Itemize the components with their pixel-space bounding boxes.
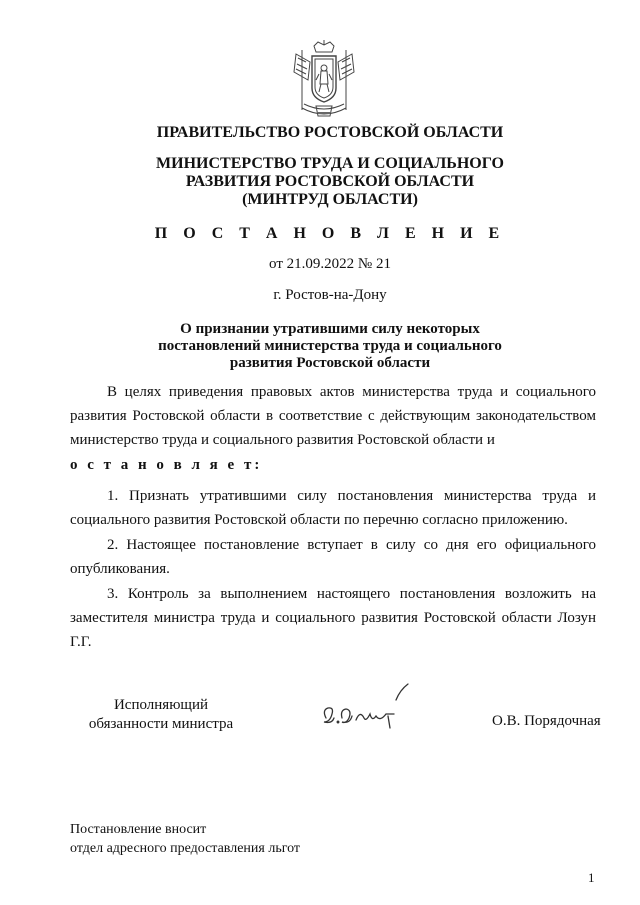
item-2-text: 2. Настоящее постановление вступает в силу со дня его официального опубликования. [70,537,596,577]
government-title: ПРАВИТЕЛЬСТВО РОСТОВСКОЙ ОБЛАСТИ [156,124,504,141]
footer-note [70,820,300,858]
subject-line-1: О признании утратившими силу некоторых [180,321,480,337]
signatory-name: О.В. Порядочная [492,713,601,729]
document-city: г. Ростов-на-Дону [273,287,387,303]
item-3-paragraph [70,582,596,654]
item-1-text: 1. Признать утратившими силу постановления министерства труда и социального развития Ростовской области по перечню согласно приложению. [70,488,596,528]
signatory-position [86,696,236,734]
subject-line-2: постановлений министерства труда и социального [158,338,502,354]
item-3-text: 3. Контроль за выполнением настоящего постановления возложить на заместителя министра труда и социального развития Ростовской области Лозун Г.Г. [70,586,596,650]
intro-paragraph [70,380,596,452]
document-date-number: от 21.09.2022 № 21 [269,256,391,272]
position-line-2: обязанности министра [88,716,234,732]
handwritten-signature-icon [316,680,412,740]
footer-line-2: отдел адресного предоставления льгот [70,841,301,856]
coat-of-arms-icon [288,40,360,122]
position-line-1: Исполняющий [113,697,209,713]
item-1-paragraph [70,484,596,532]
ministry-line-3: (МИНТРУД ОБЛАСТИ) [242,191,418,208]
ministry-line-1: МИНИСТЕРСТВО ТРУДА И СОЦИАЛЬНОГО [156,155,504,172]
item-2-paragraph [70,533,596,581]
decree-word: о с т а н о в л я е т: [70,457,263,473]
page-number: 1 [588,870,595,885]
intro-text: В целях приведения правовых актов министерства труда и социального развития Ростовской области в соответствие с действующим законодательством министерство труда и социального развития Ростовской области и [70,384,596,448]
document-type: П О С Т А Н О В Л Е Н И Е [154,225,506,242]
footer-line-1: Постановление вносит [70,822,207,837]
ministry-title [60,155,600,209]
document-subject [60,321,600,372]
subject-line-3: развития Ростовской области [229,355,431,371]
ministry-line-2: РАЗВИТИЯ РОСТОВСКОЙ ОБЛАСТИ [185,173,475,190]
